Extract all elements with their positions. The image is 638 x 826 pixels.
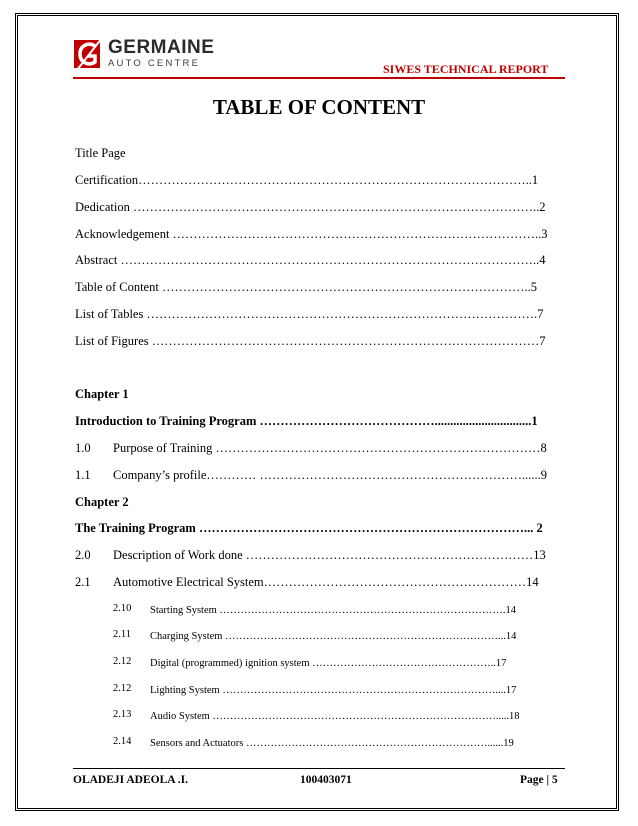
report-title: SIWES TECHNICAL REPORT bbox=[383, 62, 549, 76]
section-number: 1.0 bbox=[75, 441, 91, 455]
header-divider bbox=[73, 77, 565, 79]
subsection-number: 2.11 bbox=[113, 629, 131, 640]
toc-entry-company-profile: Company’s profile………… ………………………………………………………......9 bbox=[113, 468, 548, 482]
chapter1-title: Introduction to Training Program ……………………………………...............................1 bbox=[75, 414, 538, 428]
toc-entry-starting-system: Starting System ……………………………………………………………………….14 bbox=[150, 605, 517, 616]
toc-entry-acknowledgement: Acknowledgement ……………………………………………………………………………..3 bbox=[75, 227, 548, 241]
chapter1-heading: Chapter 1 bbox=[75, 387, 129, 401]
toc-entry-list-of-figures: List of Figures …………………………………………………………………………………7 bbox=[75, 334, 546, 348]
toc-entry-title-page: Title Page bbox=[75, 146, 126, 160]
toc-entry-lighting-system: Lighting System ……………………………………………………………………....17 bbox=[150, 685, 517, 696]
toc-entry-automotive-electrical: Automotive Electrical System………………………………………………………14 bbox=[113, 575, 539, 589]
toc-entry-charging-system: Charging System ……………………………………………………………………...14 bbox=[150, 631, 517, 642]
toc-entry-digital-ignition: Digital (programmed) ignition system ……………………………………………..17 bbox=[150, 658, 507, 669]
subsection-number: 2.14 bbox=[113, 736, 132, 747]
toc-entry-audio-system: Audio System ……………………………………………………………………….....18 bbox=[150, 711, 520, 722]
page-title: TABLE OF CONTENT bbox=[212, 95, 426, 119]
toc-entry-dedication: Dedication ……………………………………………………………………………………..2 bbox=[75, 200, 546, 214]
toc-entry-sensors-actuators: Sensors and Actuators ……………………………………………………………......19 bbox=[150, 738, 514, 749]
logo-emblem-icon bbox=[73, 37, 103, 71]
toc-entry-purpose-of-training: Purpose of Training ……………………………………………………………………8 bbox=[113, 441, 547, 455]
chapter2-heading: Chapter 2 bbox=[75, 495, 129, 509]
footer-id-number: 100403071 bbox=[300, 774, 352, 786]
logo-subtitle: AUTO CENTRE bbox=[108, 58, 201, 69]
subsection-number: 2.12 bbox=[113, 656, 132, 667]
section-number: 2.0 bbox=[75, 548, 91, 562]
footer-author: OLADEJI ADEOLA .I. bbox=[73, 774, 189, 786]
footer-page-number: Page | 5 bbox=[520, 774, 558, 786]
logo-name: GERMAINE bbox=[108, 37, 215, 58]
subsection-number: 2.12 bbox=[113, 683, 132, 694]
subsection-number: 2.10 bbox=[113, 603, 132, 614]
footer-divider bbox=[73, 768, 565, 769]
toc-entry-description-of-work: Description of Work done ……………………………………………………………13 bbox=[113, 548, 546, 562]
subsection-number: 2.13 bbox=[113, 709, 132, 720]
section-number: 2.1 bbox=[75, 575, 91, 589]
toc-entry-certification: Certification…………………………………………………………………………………..1 bbox=[75, 173, 539, 187]
company-logo bbox=[73, 37, 213, 75]
toc-entry-abstract: Abstract ………………………………………………………………………………………..4 bbox=[75, 253, 546, 267]
section-number: 1.1 bbox=[75, 468, 91, 482]
toc-entry-table-of-content: Table of Content ……………………………………………………………………………..5 bbox=[75, 280, 537, 294]
chapter2-title: The Training Program ……………………………………………………………………... 2 bbox=[75, 521, 543, 535]
toc-entry-list-of-tables: List of Tables ………………………………………………………………………………….7 bbox=[75, 307, 544, 321]
